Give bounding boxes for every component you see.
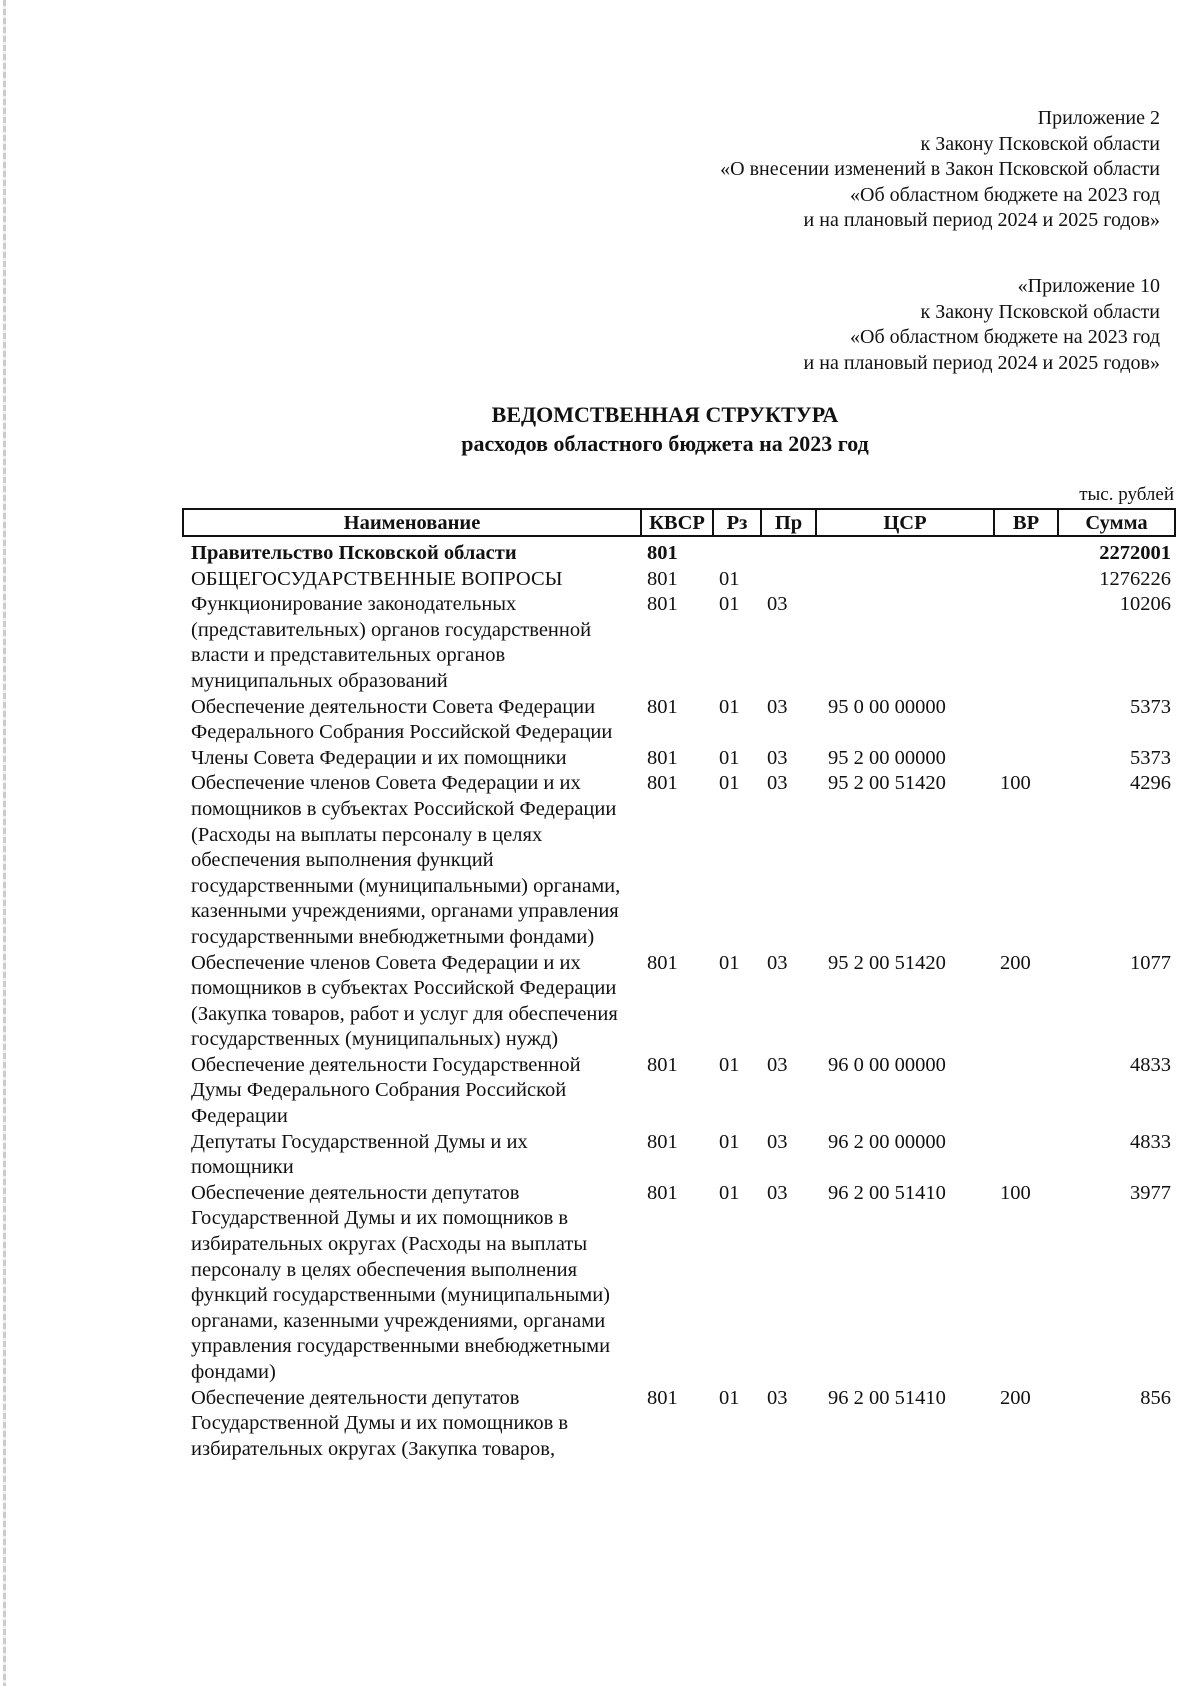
cell-sum: 10206 (1119, 593, 1171, 616)
cell-csr: 95 2 00 00000 (828, 746, 946, 769)
cell-kvsr: 801 (647, 695, 678, 718)
title-line-2: расходов областного бюджета на 2023 год (461, 431, 869, 456)
table-row (183, 951, 1175, 1053)
cell-name: Обеспечение деятельности Совета Федерации Федерального Собрания Российской Федерации (191, 695, 613, 744)
header-line: «Об областном бюджете на 2023 год (850, 326, 1160, 349)
cell-sum: 2272001 (1099, 542, 1171, 564)
budget-table (182, 508, 1176, 1462)
cell-kvsr: 801 (647, 542, 678, 564)
cell-sum: 5373 (1130, 746, 1171, 769)
cell-pr (761, 536, 816, 567)
cell-kvsr: 801 (647, 1181, 678, 1204)
column-header-pr: Пр (761, 509, 816, 536)
cell-name: ОБЩЕГОСУДАРСТВЕННЫЕ ВОПРОСЫ (191, 567, 563, 590)
cell-kvsr: 801 (647, 746, 678, 769)
cell-vr (994, 536, 1058, 567)
cell-rz: 01 (719, 772, 740, 795)
cell-vr (994, 746, 1058, 772)
header-line: к Закону Псковской области (920, 300, 1160, 323)
table-row (183, 746, 1175, 772)
cell-sum: 5373 (1130, 695, 1171, 718)
cell-kvsr: 801 (647, 1386, 678, 1409)
table-row (183, 536, 1175, 567)
cell-pr (761, 567, 816, 593)
header-line: и на плановый период 2024 и 2025 годов» (803, 351, 1160, 374)
cell-name: Обеспечение членов Совета Федерации и их помощников в субъектах Российской Федерации (Расходы на выплаты персоналу в целях обеспечения выполнения функций государственными (муниципальными) органами, казенными учреждениями, органами управления государственными внебюджетными фондами) (191, 772, 621, 948)
units-label: тыс. рублей (1079, 484, 1174, 505)
scan-edge (3, 0, 6, 1686)
cell-kvsr: 801 (647, 1053, 678, 1076)
cell-vr: 200 (1000, 1386, 1031, 1409)
cell-pr: 03 (767, 746, 788, 769)
header-line: «Приложение 10 (1017, 275, 1160, 297)
cell-kvsr: 801 (647, 593, 678, 616)
column-header-rz: Рз (713, 509, 761, 536)
cell-csr (816, 592, 994, 694)
cell-sum: 4296 (1130, 772, 1171, 795)
cell-sum: 3977 (1130, 1181, 1171, 1204)
cell-vr: 100 (1000, 1181, 1031, 1204)
cell-sum: 856 (1140, 1386, 1171, 1409)
cell-pr: 03 (767, 593, 788, 616)
title-line-1: ВЕДОМСТВЕННАЯ СТРУКТУРА (491, 402, 839, 427)
cell-name: Обеспечение членов Совета Федерации и их помощников в субъектах Российской Федерации (Закупка товаров, работ и услуг для обеспечения государственных (муниципальных) нужд) (191, 951, 618, 1051)
cell-csr: 96 2 00 51410 (828, 1386, 946, 1409)
cell-rz (713, 536, 761, 567)
document-title (0, 400, 1200, 458)
table-row (183, 1386, 1175, 1463)
cell-csr: 96 2 00 00000 (828, 1130, 946, 1153)
cell-name: Обеспечение деятельности депутатов Государственной Думы и их помощников в избирательных округах (Расходы на выплаты персоналу в целях обеспечения выполнения функций государственными (муниципальными) органами, казенными учреждениями, органами управления государственными внебюджетными фондами) (191, 1181, 611, 1383)
appendix-header-10 (804, 274, 1160, 376)
table-row (183, 1130, 1175, 1181)
cell-rz: 01 (719, 593, 740, 616)
cell-rz: 01 (719, 1130, 740, 1153)
appendix-header-2 (720, 106, 1160, 234)
cell-kvsr: 801 (647, 772, 678, 795)
cell-rz: 01 (719, 746, 740, 769)
cell-sum: 1077 (1130, 951, 1171, 974)
table-row (183, 1053, 1175, 1130)
header-line: и на плановый период 2024 и 2025 годов» (803, 209, 1160, 232)
column-header-sum: Сумма (1058, 509, 1175, 536)
cell-name: Правительство Псковской области (191, 542, 517, 564)
table-row (183, 771, 1175, 950)
cell-pr: 03 (767, 1130, 788, 1153)
cell-kvsr: 801 (647, 567, 678, 590)
header-line: Приложение 2 (1037, 107, 1160, 129)
column-header-csr: ЦСР (816, 509, 994, 536)
cell-name: Обеспечение деятельности депутатов Государственной Думы и их помощников в избирательных округах (Закупка товаров, (191, 1386, 569, 1460)
cell-pr: 03 (767, 951, 788, 974)
cell-pr: 03 (767, 1386, 788, 1409)
cell-vr (994, 695, 1058, 746)
cell-pr: 03 (767, 1053, 788, 1076)
cell-rz: 01 (719, 695, 740, 718)
cell-pr: 03 (767, 1181, 788, 1204)
cell-name: Депутаты Государственной Думы и их помощники (191, 1130, 528, 1179)
cell-csr (816, 536, 994, 567)
cell-sum: 4833 (1130, 1130, 1171, 1153)
column-header-name: Наименование (183, 509, 641, 536)
header-line: к Закону Псковской области (920, 132, 1160, 155)
table-row (183, 592, 1175, 694)
cell-csr: 95 0 00 00000 (828, 695, 946, 718)
column-header-vr: ВР (994, 509, 1058, 536)
table-header-row (183, 509, 1175, 536)
cell-rz: 01 (719, 1386, 740, 1409)
table-row (183, 695, 1175, 746)
cell-vr: 200 (1000, 951, 1031, 974)
cell-name: Члены Совета Федерации и их помощники (191, 746, 567, 769)
cell-csr: 96 0 00 00000 (828, 1053, 946, 1076)
cell-csr: 95 2 00 51420 (828, 772, 946, 795)
header-line: «О внесении изменений в Закон Псковской области (720, 158, 1160, 181)
cell-csr: 95 2 00 51420 (828, 951, 946, 974)
cell-kvsr: 801 (647, 1130, 678, 1153)
cell-vr: 100 (1000, 772, 1031, 795)
cell-pr: 03 (767, 772, 788, 795)
cell-vr (994, 1053, 1058, 1130)
column-header-kvsr: КВСР (641, 509, 713, 536)
cell-vr (994, 1130, 1058, 1181)
cell-rz: 01 (719, 951, 740, 974)
header-line: «Об областном бюджете на 2023 год (850, 183, 1160, 206)
cell-kvsr: 801 (647, 951, 678, 974)
cell-vr (994, 592, 1058, 694)
table-row (183, 1181, 1175, 1386)
cell-rz: 01 (719, 1053, 740, 1076)
cell-name: Функционирование законодательных (представительных) органов государственной власти и представительных органов муниципальных образований (191, 593, 592, 692)
cell-name: Обеспечение деятельности Государственной Думы Федерального Собрания Российской Федерации (191, 1053, 581, 1128)
cell-rz: 01 (719, 1181, 740, 1204)
table-row (183, 567, 1175, 593)
cell-pr: 03 (767, 695, 788, 718)
cell-csr: 96 2 00 51410 (828, 1181, 946, 1204)
cell-vr (994, 567, 1058, 593)
cell-sum: 4833 (1130, 1053, 1171, 1076)
cell-csr (816, 567, 994, 593)
cell-sum: 1276226 (1099, 567, 1171, 590)
cell-rz: 01 (719, 567, 740, 590)
